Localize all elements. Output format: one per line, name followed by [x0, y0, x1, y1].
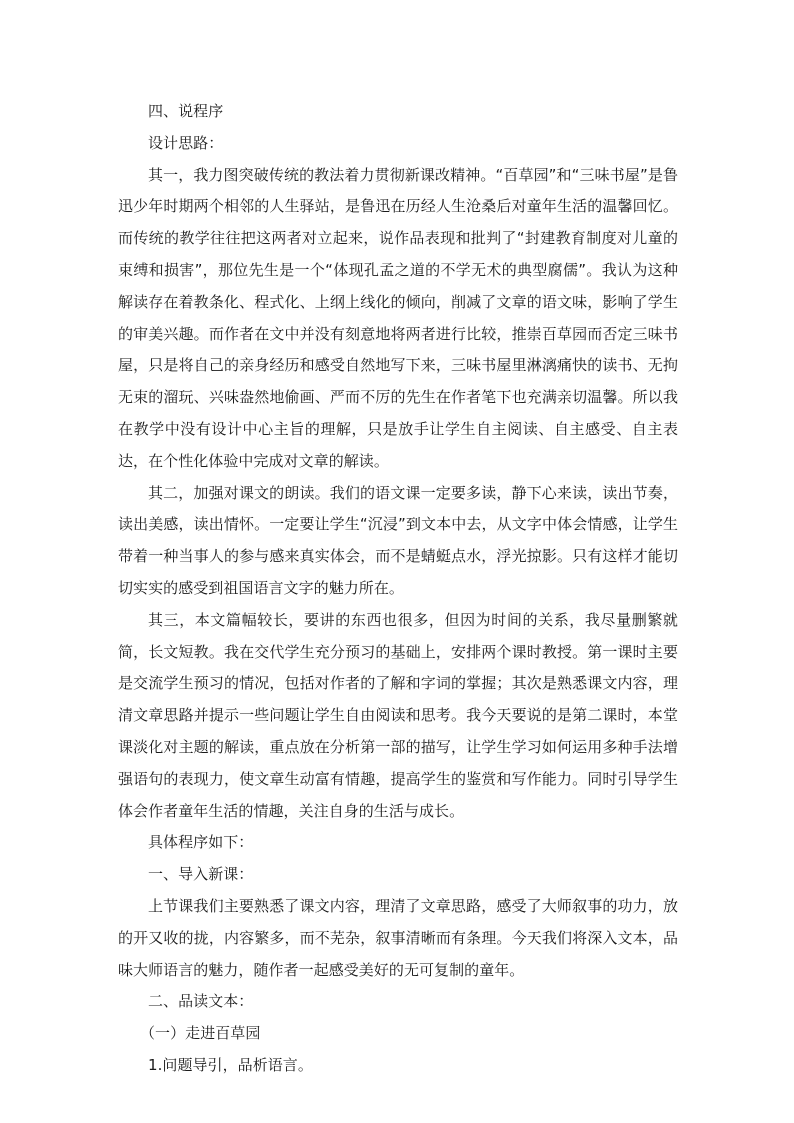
section-title: 四、说程序	[148, 102, 224, 120]
list-item: 1.问题导引，品析语言。	[148, 1055, 313, 1074]
step-two-title: 二、品读文本：	[148, 992, 254, 1011]
paragraph-introduction: 上节课我们主要熟悉了课文内容，理清了文章思路，感受了大师叙事的功力，放的开又收的拢，内容繁多，而不芜杂，叙事清晰而有条理。今天我们将深入文本，品味大师语言的魅力，随作者一起感受美好的无可复制的童年。	[118, 896, 678, 979]
step-one-title: 一、导入新课：	[148, 865, 254, 884]
paragraph-point-one: 其一，我力图突破传统的教法着力贯彻新课改精神。“百草园”和“三味书屋”是鲁迅少年时期两个相邻的人生驿站，是鲁迅在历经人生沧桑后对童年生活的温馨回忆。而传统的教学往往把这两者对立起来，说作品表现和批判了“封建教育制度对儿童的束缚和损害”，那位先生是一个“体现孔孟之道的不学无术的典型腐儒”。我认为这种解读存在着教条化、程式化、上纲上线化的倾向，削减了文章的语文味，影响了学生的审美兴趣。而作者在文中并没有刻意地将两者进行比较，推崇百草园而否定三味书屋，只是将自己的亲身经历和感受自然地写下来，三味书屋里淋漓痛快的读书、无拘无束的溜玩、兴味盎然地偷画、严而不厉的先生在作者笔下也充满亲切温馨。所以我在教学中没有设计中心主旨的理解，只是放手让学生自主阅读、自主感受、自主表达，在个性化体验中完成对文章的解读。	[118, 165, 678, 470]
subsection-title: （一）走进百草园	[140, 1024, 261, 1043]
document-body	[118, 96, 678, 1082]
procedure-label: 具体程序如下：	[148, 833, 254, 852]
design-label: 设计思路：	[148, 133, 224, 152]
paragraph-point-three: 其三，本文篇幅较长，要讲的东西也很多，但因为时间的关系，我尽量删繁就简，长文短教。我在交代学生充分预习的基础上，安排两个课时教授。第一课时主要是交流学生预习的情况，包括对作者的了解和字词的掌握；其次是熟悉课文内容，理清文章思路并提示一些问题让学生自由阅读和思考。我今天要说的是第二课时，本堂课淡化对主题的解读，重点放在分析第一部的描写，让学生学习如何运用多种手法增强语句的表现力，使文章生动富有情趣，提高学生的鉴赏和写作能力。同时引导学生体会作者童年生活的情趣，关注自身的生活与成长。	[118, 610, 678, 820]
paragraph-point-two: 其二，加强对课文的朗读。我们的语文课一定要多读，静下心来读，读出节奏，读出美感，读出情怀。一定要让学生“沉浸”到文本中去，从文字中体会情感，让学生带着一种当事人的参与感来真实体会，而不是蜻蜓点水，浮光掠影。只有这样才能切切实实的感受到祖国语言文字的魅力所在。	[118, 483, 678, 597]
